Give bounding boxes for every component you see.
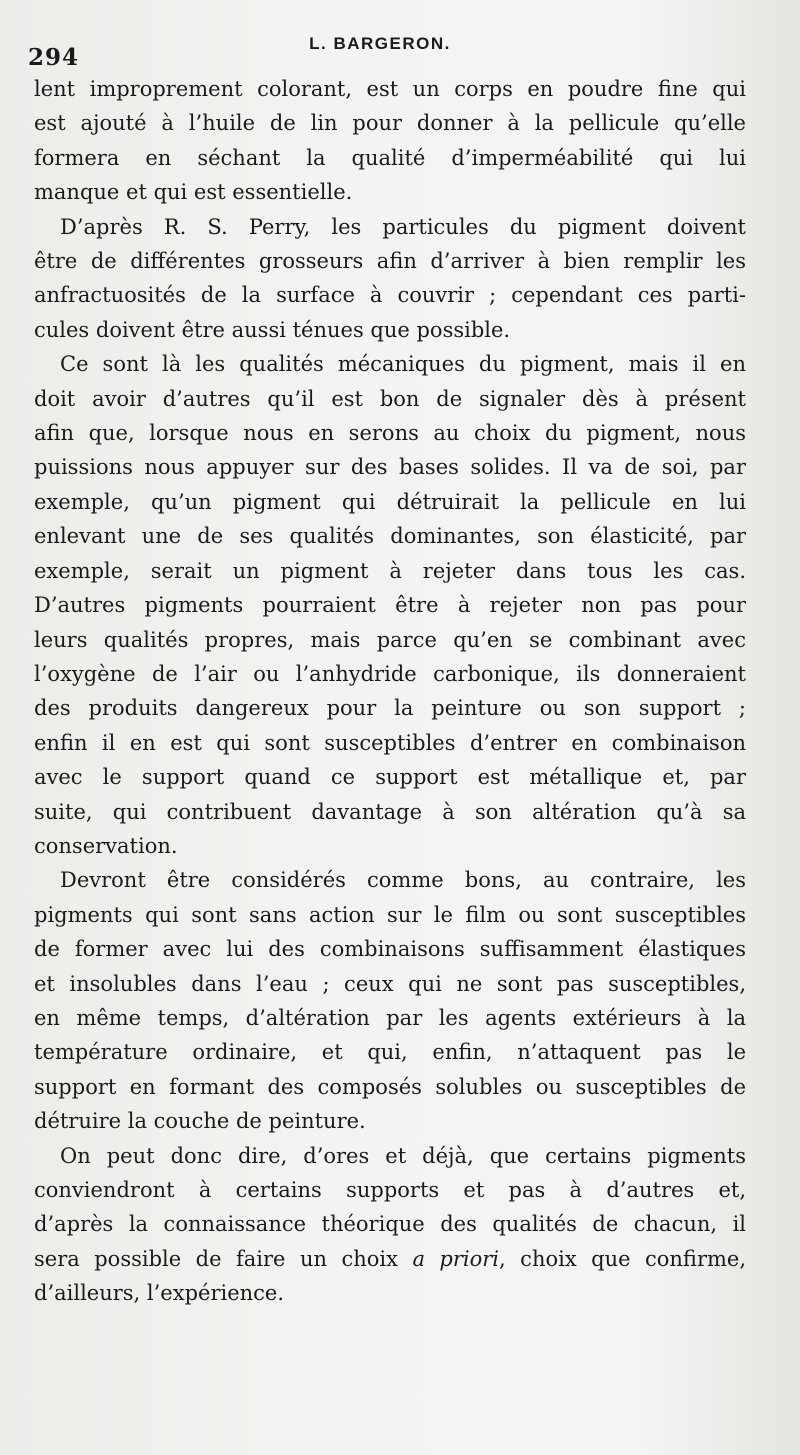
text-line: pigments qui sont sans action sur le film ou sont susceptibles	[34, 902, 746, 927]
paragraph	[34, 1139, 746, 1311]
text-line: D’après R. S. Perry, les particules du pigment doivent	[60, 214, 746, 239]
text-line: puissions nous appuyer sur des bases solides. Il va de soi, par	[34, 455, 746, 480]
page-number: 294	[28, 44, 80, 71]
text-line: On peut donc dire, d’ores et déjà, que certains pigments	[60, 1143, 746, 1168]
text-line: Ce sont là les qualités mécaniques du pigment, mais il en	[60, 352, 746, 377]
text-line: lent improprement colorant, est un corps en poudre fine qui	[34, 77, 746, 101]
running-head: L. BARGERON.	[309, 34, 451, 53]
text-line: l’oxygène de l’air ou l’anhydride carbonique, ils donneraient	[34, 661, 746, 686]
text-line: Devront être considérés comme bons, au contraire, les	[60, 868, 746, 893]
text-line: est ajouté à l’huile de lin pour donner à la pellicule qu’elle	[34, 111, 746, 136]
text-line: manque et qui est essentielle.	[34, 180, 353, 205]
text-line: exemple, qu’un pigment qui détruirait la pellicule en lui	[34, 489, 746, 514]
text-line: suite, qui contribuent davantage à son altération qu’à sa	[34, 799, 746, 824]
text-line: conservation.	[34, 833, 178, 858]
paragraph	[34, 347, 746, 863]
text-line: en même temps, d’altération par les agents extérieurs à la	[34, 1005, 746, 1030]
text-line: enlevant une de ses qualités dominantes, son élasticité, par	[34, 524, 746, 549]
text-line: d’après la connaissance théorique des qualités de chacun, il	[34, 1212, 746, 1237]
text-line: et insolubles dans l’eau ; ceux qui ne sont pas susceptibles,	[34, 971, 746, 996]
text-line: avec le support quand ce support est métallique et, par	[34, 765, 746, 790]
text-line: de former avec lui des combinaisons suffisamment élastiques	[34, 937, 746, 962]
text-line: D’autres pigments pourraient être à rejeter non pas pour	[34, 593, 746, 618]
text-line: sera possible de faire un choix a priori, choix que confirme,	[34, 1246, 746, 1271]
paragraph	[34, 863, 746, 1138]
text-line: support en formant des composés solubles ou susceptibles de	[34, 1074, 746, 1099]
text-line: exemple, serait un pigment à rejeter dans tous les cas.	[34, 558, 746, 583]
text-line: anfractuosités de la surface à couvrir ; cependant ces parti-	[34, 283, 746, 308]
paragraph	[34, 210, 746, 348]
text-line: cules doivent être aussi ténues que possible.	[34, 317, 511, 342]
paragraph	[34, 72, 746, 210]
text-line: des produits dangereux pour la peinture ou son support ;	[34, 696, 746, 721]
text-line: température ordinaire, et qui, enfin, n’attaquent pas le	[34, 1040, 746, 1065]
text-line: leurs qualités propres, mais parce qu’en se combinant avec	[34, 627, 746, 652]
text-line: enfin il en est qui sont susceptibles d’entrer en combinaison	[34, 730, 746, 755]
text-line: doit avoir d’autres qu’il est bon de signaler dès à présent	[34, 386, 746, 411]
text-line: détruire la couche de peinture.	[34, 1109, 366, 1134]
text-line: d’ailleurs, l’expérience.	[34, 1281, 285, 1306]
text-line: être de différentes grosseurs afin d’arriver à bien remplir les	[34, 249, 746, 274]
text-line: conviendront à certains supports et pas à d’autres et,	[34, 1178, 746, 1202]
body-text	[34, 72, 746, 1311]
text-line: afin que, lorsque nous en serons au choix du pigment, nous	[34, 421, 746, 446]
text-line: formera en séchant la qualité d’imperméabilité qui lui	[34, 145, 746, 170]
